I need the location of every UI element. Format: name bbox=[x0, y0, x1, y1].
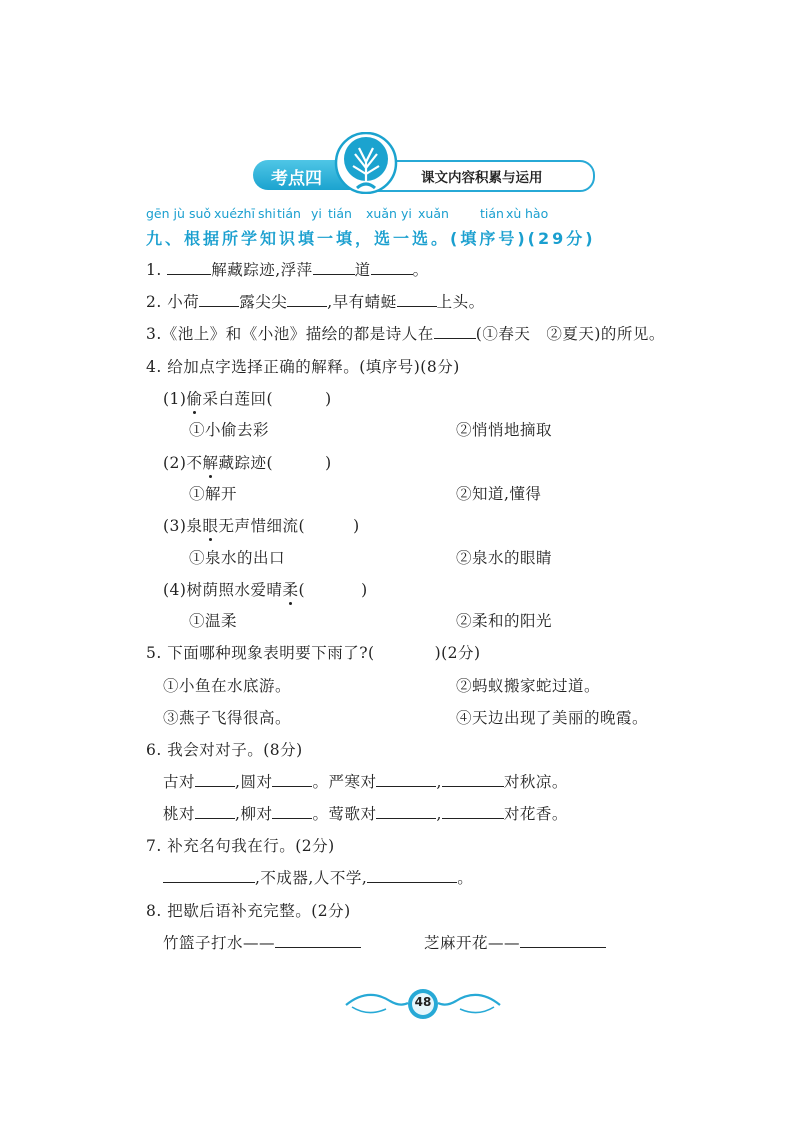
q4-char: 采 bbox=[202, 390, 219, 408]
answer-blank[interactable] bbox=[442, 772, 504, 787]
answer-blank[interactable] bbox=[195, 772, 235, 787]
q2-text: 2. 小荷 bbox=[146, 293, 200, 311]
q2-text: 露尖尖 bbox=[239, 293, 288, 311]
q4-option: ②悄悄地摘取 bbox=[456, 421, 553, 439]
pinyin: yi bbox=[401, 206, 412, 221]
q6-text: ,圆对 bbox=[235, 773, 273, 791]
q1-text: 。 bbox=[412, 261, 429, 279]
q4-text: 白莲回( bbox=[218, 390, 274, 408]
q5-text: 5. 下面哪种现象表明要下雨了?( bbox=[146, 644, 375, 662]
q6-text: , bbox=[436, 773, 442, 791]
q6-text: ,柳对 bbox=[235, 805, 273, 823]
answer-blank[interactable] bbox=[167, 260, 211, 275]
q4-text: ( bbox=[298, 581, 306, 599]
question-3 bbox=[146, 322, 665, 344]
q7-text: 。 bbox=[457, 869, 474, 887]
question-5 bbox=[146, 641, 481, 663]
q4-text: ) bbox=[325, 390, 332, 408]
q5-option: ②蚂蚁搬家蛇过道。 bbox=[456, 677, 601, 695]
q6-text: 对花香。 bbox=[503, 805, 568, 823]
q3-text: 3.《池上》和《小池》描绘的都是诗人在 bbox=[146, 325, 434, 343]
page-number: 48 bbox=[414, 995, 432, 1009]
dotted-char: 柔 bbox=[282, 578, 298, 600]
answer-blank[interactable] bbox=[313, 260, 355, 275]
q5-option: ①小鱼在水底游。 bbox=[163, 677, 292, 695]
q1-text: 道 bbox=[354, 261, 371, 279]
pinyin: xuǎn bbox=[366, 206, 397, 221]
q8-text: 芝麻开花—— bbox=[424, 934, 521, 952]
answer-blank[interactable] bbox=[520, 933, 606, 948]
question-2 bbox=[146, 290, 485, 312]
pinyin: tián bbox=[328, 206, 352, 221]
q1-text: 解藏踪迹,浮萍 bbox=[211, 261, 313, 279]
question-6-title: 6. 我会对对子。(8分) bbox=[146, 741, 303, 759]
q3-text: (①春天 ②夏天)的所见。 bbox=[475, 325, 665, 343]
q2-text: ,早有蜻蜓 bbox=[327, 293, 397, 311]
dotted-char: 解 bbox=[202, 451, 218, 473]
q4-item-label: (2) bbox=[163, 454, 187, 472]
answer-blank[interactable] bbox=[376, 772, 436, 787]
page-footer bbox=[338, 983, 508, 1023]
pinyin: hào bbox=[525, 206, 549, 221]
pinyin: yi bbox=[311, 206, 322, 221]
pinyin: tián bbox=[277, 206, 301, 221]
dotted-char: 偷 bbox=[186, 387, 202, 409]
q4-char: 树荫照水爱晴 bbox=[186, 581, 283, 599]
answer-blank[interactable] bbox=[434, 324, 476, 339]
q4-text: ) bbox=[361, 581, 368, 599]
q7-text: ,不成器,人不学, bbox=[255, 869, 368, 887]
q4-text: ) bbox=[325, 454, 332, 472]
answer-blank[interactable] bbox=[275, 933, 361, 948]
q4-option: ①小偷去彩 bbox=[189, 421, 270, 439]
q4-option: ①泉水的出口 bbox=[189, 549, 286, 567]
dotted-char: 眼 bbox=[202, 514, 218, 536]
tree-icon bbox=[331, 132, 401, 194]
q4-option: ①解开 bbox=[189, 485, 238, 503]
q4-item-2 bbox=[163, 451, 332, 473]
pinyin: xù bbox=[506, 206, 522, 221]
question-8-title: 8. 把歇后语补充完整。(2分) bbox=[146, 902, 351, 920]
pinyin: xué bbox=[214, 206, 238, 221]
question-4-title: 4. 给加点字选择正确的解释。(填序号)(8分) bbox=[146, 358, 460, 376]
pinyin: xuǎn bbox=[418, 206, 449, 221]
q4-item-3 bbox=[163, 514, 360, 536]
answer-blank[interactable] bbox=[195, 804, 235, 819]
answer-blank[interactable] bbox=[442, 804, 504, 819]
q4-text: 藏踪迹( bbox=[218, 454, 274, 472]
q6-text: 。莺歌对 bbox=[312, 805, 377, 823]
answer-blank[interactable] bbox=[371, 260, 413, 275]
question-1 bbox=[146, 258, 429, 280]
q6-row-2 bbox=[163, 802, 568, 824]
q4-option: ②知道,懂得 bbox=[456, 485, 542, 503]
q6-text: , bbox=[436, 805, 442, 823]
q8-item-1 bbox=[163, 931, 361, 953]
answer-blank[interactable] bbox=[367, 868, 457, 883]
q4-text: ) bbox=[353, 517, 360, 535]
q4-item-label: (3) bbox=[163, 517, 187, 535]
answer-blank[interactable] bbox=[272, 804, 312, 819]
q6-text: 。严寒对 bbox=[312, 773, 377, 791]
q5-option: ④天边出现了美丽的晚霞。 bbox=[456, 709, 649, 727]
answer-blank[interactable] bbox=[376, 804, 436, 819]
q4-item-4 bbox=[163, 578, 368, 600]
topic-tag-label: 考点四 bbox=[271, 169, 322, 189]
q5-option: ③燕子飞得很高。 bbox=[163, 709, 292, 727]
q4-item-label: (1) bbox=[163, 390, 187, 408]
section-banner bbox=[253, 132, 595, 194]
q7-row bbox=[163, 866, 473, 888]
q4-option: ②泉水的眼睛 bbox=[456, 549, 553, 567]
q4-char: 泉 bbox=[186, 517, 203, 535]
q1-number: 1. bbox=[146, 261, 168, 279]
q6-text: 古对 bbox=[163, 773, 196, 791]
section-title: 九、根据所学知识填一填，选一选。(填序号)(29分) bbox=[146, 229, 596, 248]
question-7-title: 7. 补充名句我在行。(2分) bbox=[146, 837, 335, 855]
q4-option: ①温柔 bbox=[189, 612, 238, 630]
q4-option: ②柔和的阳光 bbox=[456, 612, 553, 630]
q6-text: 桃对 bbox=[163, 805, 196, 823]
q4-text: 无声惜细流( bbox=[218, 517, 306, 535]
answer-blank[interactable] bbox=[272, 772, 312, 787]
q5-score: )(2分) bbox=[434, 644, 481, 662]
q8-item-2 bbox=[424, 931, 606, 953]
answer-blank[interactable] bbox=[397, 292, 437, 307]
topic-subtitle: 课文内容积累与运用 bbox=[421, 170, 543, 186]
answer-blank[interactable] bbox=[287, 292, 327, 307]
answer-blank[interactable] bbox=[199, 292, 239, 307]
pinyin: zhī bbox=[237, 206, 255, 221]
q8-text: 竹篮子打水—— bbox=[163, 934, 276, 952]
pinyin: gēn jù bbox=[146, 206, 185, 221]
q6-row-1 bbox=[163, 770, 568, 792]
q4-item-1 bbox=[163, 387, 332, 409]
q4-char: 不 bbox=[186, 454, 203, 472]
pinyin: shi bbox=[258, 206, 276, 221]
q2-text: 上头。 bbox=[436, 293, 485, 311]
pinyin: suǒ bbox=[189, 206, 212, 221]
answer-blank[interactable] bbox=[163, 868, 255, 883]
q4-item-label: (4) bbox=[163, 581, 187, 599]
topic-subtitle-box bbox=[371, 160, 595, 192]
pinyin: tián bbox=[480, 206, 504, 221]
q6-text: 对秋凉。 bbox=[503, 773, 568, 791]
